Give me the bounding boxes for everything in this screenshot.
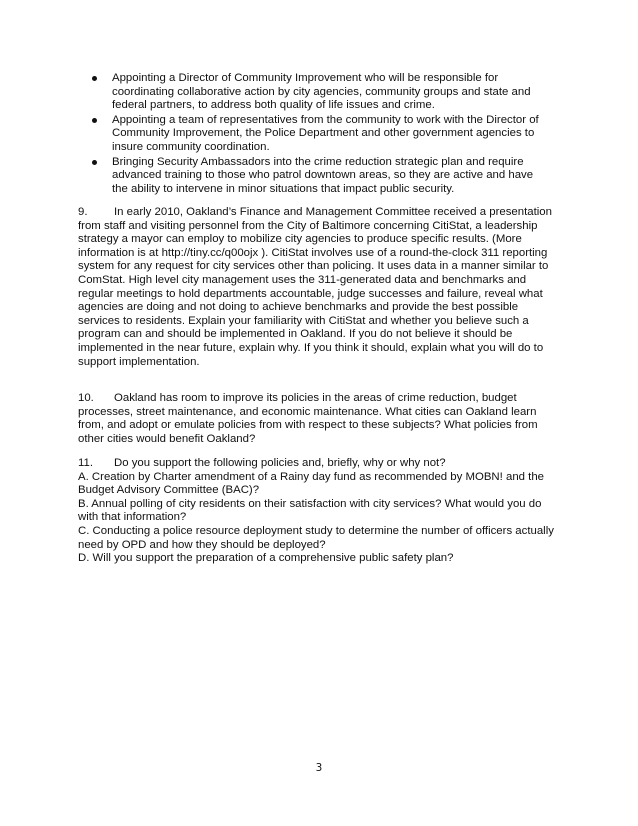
question-11-intro [78,457,561,471]
question-number: 10. [78,392,94,404]
policy-item-a: A. Creation by Charter amendment of a Rainy day fund as recommended by MOBN! and the Budget Advisory Committee (BAC)? [78,470,544,497]
question-text: Oakland has room to improve its policies in the areas of crime reduction, budget processes, street maintenance, and economic maintenance. What cities can Oakland learn from, and adopt or emulate policies from with respect to these subjects? What policies from other cities would benefit Oakland? [78,392,538,445]
policy-item-d: D. Will you support the preparation of a comprehensive public safety plan? [78,552,454,565]
bullet-text: Appointing a Director of Community Improvement who will be responsible for coordinating collaborative action by city agencies, community groups and state and federal partners, to address both quality of life issues and crime. [112,72,531,112]
recommendation-bullet-list [92,72,552,197]
page-number: 3 [315,762,323,774]
bullet-item-ambassadors [92,156,552,197]
question-11 [78,457,561,566]
bullet-item-director [92,72,552,113]
policy-item-c: C. Conducting a police resource deployment study to determine the number of officers actually need by OPD and how they should be deployed? [78,524,554,551]
policy-item-b: B. Annual polling of city residents on their satisfaction with city services? What would you do with that information? [78,497,542,524]
bullet-icon [92,118,97,123]
bullet-icon [92,160,97,165]
question-text: Do you support the following policies and, briefly, why or why not? [114,457,446,469]
question-number: 11. [78,457,93,469]
bullet-text: Appointing a team of representatives from the community to work with the Director of Community Improvement, the Police Department and other government agencies to insure community coordination. [112,113,539,153]
bullet-text: Bringing Security Ambassadors into the crime reduction strategic plan and require advanced training to those who patrol downtown areas, so they are active and have the ability to intervene in minor situations that impact public security. [112,155,534,195]
question-9 [78,206,561,369]
question-number: 9. [78,206,88,218]
bullet-item-team [92,114,552,155]
bullet-icon [92,76,97,81]
question-text: In early 2010, Oakland’s Finance and Management Committee received a presentation from staff and visiting personnel from the City of Baltimore concerning CitiStat, a leadership strategy a mayor can employ to mobilize city agencies to produce specific results. (More information is at http://tiny.cc/q00ojx ). CitiStat involves use of a round-the-clock 311 reporting system for any request for city services other than policing. It uses data in a manner similar to ComStat. High level city management uses the 311-generated data and benchmarks and regular meetings to hold departments accountable, judge successes and failure, reveal what agencies are doing and not doing to achieve benchmarks and provide the best possible services to residents. Explain your familiarity with CitiStat and whether you believe such a program can and should be implemented in Oakland. If you do not believe it should be implemented in the near future, explain why. If you think it should, explain what you will do to support implementation. [78,206,552,368]
question-10 [78,392,561,446]
